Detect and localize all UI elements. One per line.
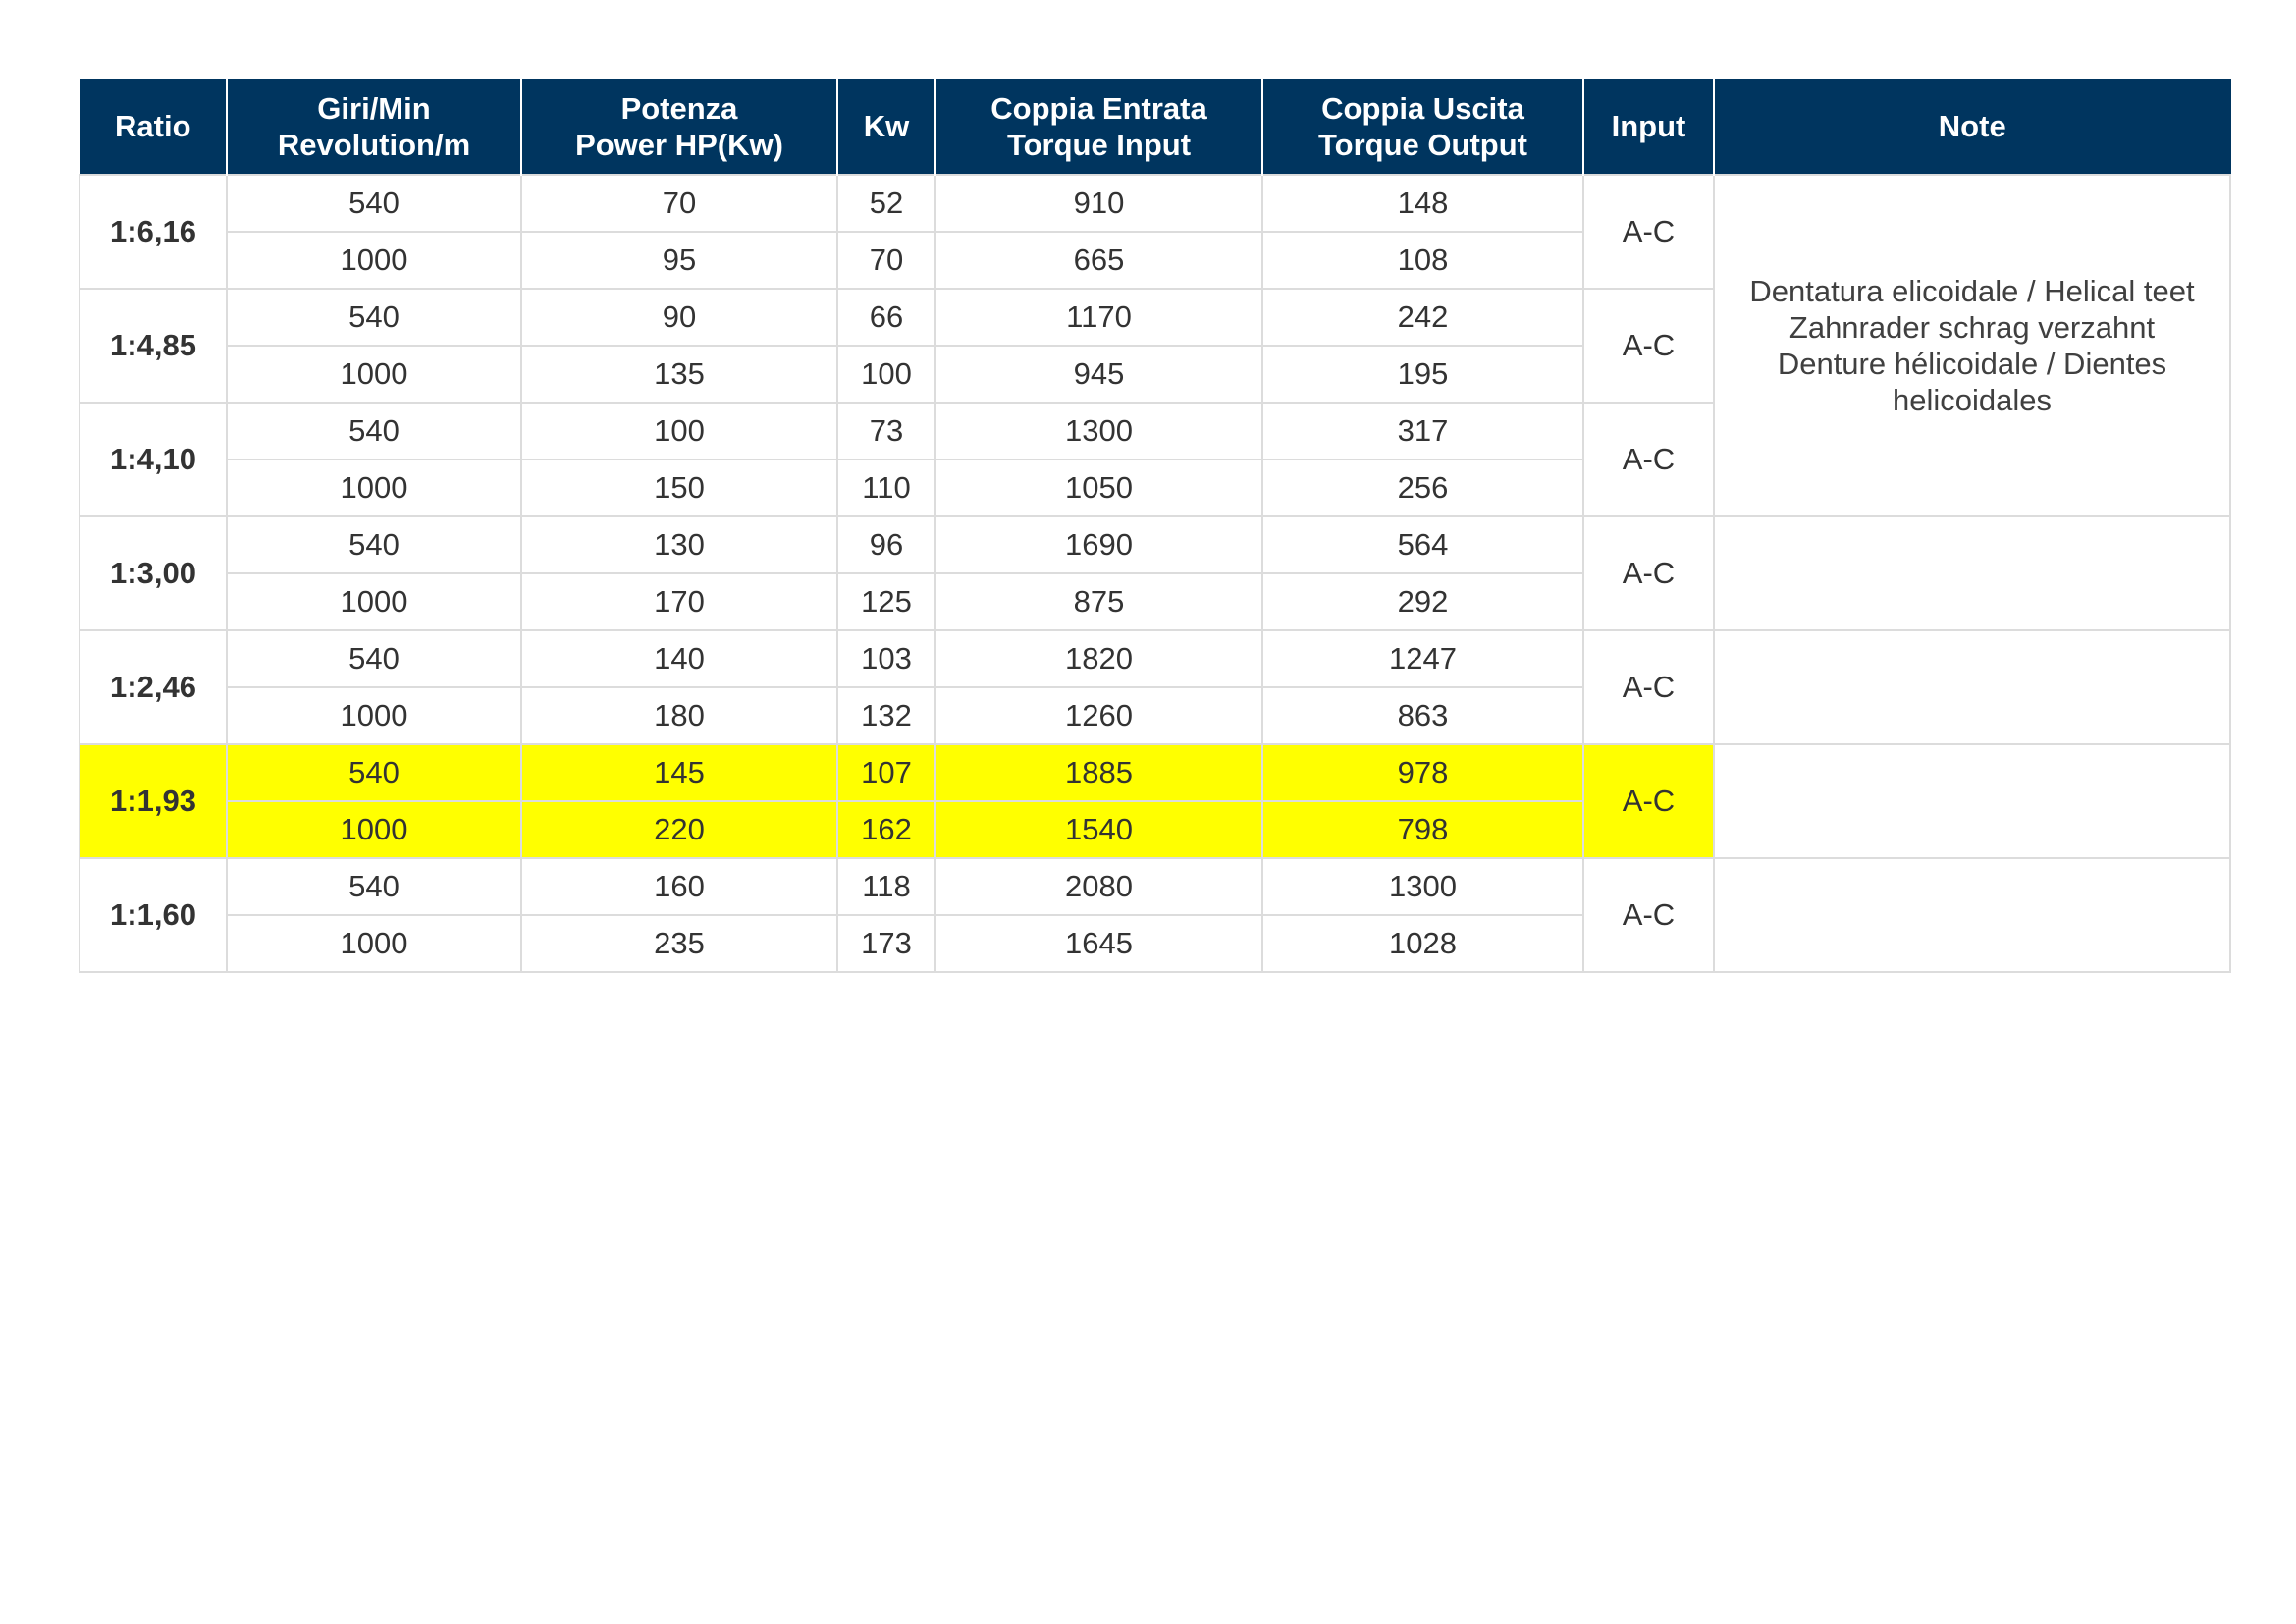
torque-input-cell: 875 — [935, 573, 1262, 630]
header-torque-output: Coppia Uscita Torque Output — [1262, 79, 1583, 175]
kw-cell: 107 — [837, 744, 935, 801]
kw-cell: 73 — [837, 403, 935, 460]
torque-output-cell: 256 — [1262, 460, 1583, 516]
torque-output-cell: 148 — [1262, 175, 1583, 232]
hp-cell: 70 — [521, 175, 837, 232]
hp-cell: 150 — [521, 460, 837, 516]
rpm-cell: 540 — [227, 289, 521, 346]
hp-cell: 100 — [521, 403, 837, 460]
rpm-cell: 540 — [227, 858, 521, 915]
kw-cell: 125 — [837, 573, 935, 630]
torque-output-cell: 108 — [1262, 232, 1583, 289]
torque-input-cell: 1820 — [935, 630, 1262, 687]
input-cell: A-C — [1583, 744, 1714, 858]
torque-input-cell: 910 — [935, 175, 1262, 232]
hp-cell: 135 — [521, 346, 837, 403]
header-note: Note — [1714, 79, 2230, 175]
input-cell: A-C — [1583, 630, 1714, 744]
torque-input-cell: 1170 — [935, 289, 1262, 346]
ratio-cell: 1:4,10 — [80, 403, 227, 516]
ratio-cell: 1:4,85 — [80, 289, 227, 403]
kw-cell: 162 — [837, 801, 935, 858]
rpm-cell: 540 — [227, 630, 521, 687]
torque-output-cell: 978 — [1262, 744, 1583, 801]
kw-cell: 103 — [837, 630, 935, 687]
rpm-cell: 1000 — [227, 460, 521, 516]
hp-cell: 140 — [521, 630, 837, 687]
rpm-cell: 1000 — [227, 346, 521, 403]
hp-cell: 160 — [521, 858, 837, 915]
torque-output-cell: 195 — [1262, 346, 1583, 403]
header-input: Input — [1583, 79, 1714, 175]
torque-output-cell: 798 — [1262, 801, 1583, 858]
kw-cell: 173 — [837, 915, 935, 972]
hp-cell: 145 — [521, 744, 837, 801]
kw-cell: 110 — [837, 460, 935, 516]
torque-input-cell: 1885 — [935, 744, 1262, 801]
note-cell-empty — [1714, 858, 2230, 972]
kw-cell: 66 — [837, 289, 935, 346]
rpm-cell: 540 — [227, 403, 521, 460]
header-kw: Kw — [837, 79, 935, 175]
header-torque-input: Coppia Entrata Torque Input — [935, 79, 1262, 175]
note-line: Zahnrader schrag verzahnt — [1789, 310, 2156, 345]
kw-cell: 100 — [837, 346, 935, 403]
input-cell: A-C — [1583, 516, 1714, 630]
torque-input-cell: 2080 — [935, 858, 1262, 915]
torque-input-cell: 1690 — [935, 516, 1262, 573]
hp-cell: 220 — [521, 801, 837, 858]
torque-output-cell: 292 — [1262, 573, 1583, 630]
input-cell: A-C — [1583, 403, 1714, 516]
kw-cell: 118 — [837, 858, 935, 915]
ratio-cell: 1:2,46 — [80, 630, 227, 744]
note-cell-empty — [1714, 744, 2230, 858]
hp-cell: 180 — [521, 687, 837, 744]
kw-cell: 70 — [837, 232, 935, 289]
kw-cell: 132 — [837, 687, 935, 744]
hp-cell: 90 — [521, 289, 837, 346]
input-cell: A-C — [1583, 289, 1714, 403]
rpm-cell: 540 — [227, 744, 521, 801]
table-row-highlighted — [80, 744, 2230, 801]
note-cell — [1714, 175, 2230, 516]
input-cell: A-C — [1583, 858, 1714, 972]
rpm-cell: 1000 — [227, 801, 521, 858]
hp-cell: 235 — [521, 915, 837, 972]
torque-output-cell: 242 — [1262, 289, 1583, 346]
table-row — [80, 858, 2230, 915]
note-line: helicoidales — [1893, 383, 2052, 417]
input-cell: A-C — [1583, 175, 1714, 289]
note-cell-empty — [1714, 516, 2230, 630]
kw-cell: 96 — [837, 516, 935, 573]
note-line: Dentatura elicoidale / Helical teet — [1749, 274, 2195, 308]
rpm-cell: 540 — [227, 175, 521, 232]
table-row — [80, 516, 2230, 573]
note-line: Denture hélicoidale / Dientes — [1777, 347, 2167, 381]
torque-output-cell: 1247 — [1262, 630, 1583, 687]
rpm-cell: 1000 — [227, 232, 521, 289]
torque-output-cell: 1028 — [1262, 915, 1583, 972]
header-power: Potenza Power HP(Kw) — [521, 79, 837, 175]
kw-cell: 52 — [837, 175, 935, 232]
gearbox-spec-table — [79, 79, 2231, 973]
ratio-cell: 1:6,16 — [80, 175, 227, 289]
header-row — [80, 79, 2230, 175]
torque-input-cell: 945 — [935, 346, 1262, 403]
header-rpm: Giri/Min Revolution/m — [227, 79, 521, 175]
hp-cell: 95 — [521, 232, 837, 289]
torque-input-cell: 1645 — [935, 915, 1262, 972]
torque-output-cell: 317 — [1262, 403, 1583, 460]
rpm-cell: 1000 — [227, 915, 521, 972]
torque-input-cell: 1260 — [935, 687, 1262, 744]
torque-output-cell: 863 — [1262, 687, 1583, 744]
rpm-cell: 1000 — [227, 687, 521, 744]
note-cell-empty — [1714, 630, 2230, 744]
torque-input-cell: 1540 — [935, 801, 1262, 858]
rpm-cell: 1000 — [227, 573, 521, 630]
ratio-cell: 1:1,93 — [80, 744, 227, 858]
torque-output-cell: 1300 — [1262, 858, 1583, 915]
header-ratio: Ratio — [80, 79, 227, 175]
torque-output-cell: 564 — [1262, 516, 1583, 573]
torque-input-cell: 1050 — [935, 460, 1262, 516]
torque-input-cell: 1300 — [935, 403, 1262, 460]
hp-cell: 170 — [521, 573, 837, 630]
torque-input-cell: 665 — [935, 232, 1262, 289]
hp-cell: 130 — [521, 516, 837, 573]
table-row — [80, 630, 2230, 687]
ratio-cell: 1:1,60 — [80, 858, 227, 972]
ratio-cell: 1:3,00 — [80, 516, 227, 630]
rpm-cell: 540 — [227, 516, 521, 573]
table-row — [80, 175, 2230, 232]
